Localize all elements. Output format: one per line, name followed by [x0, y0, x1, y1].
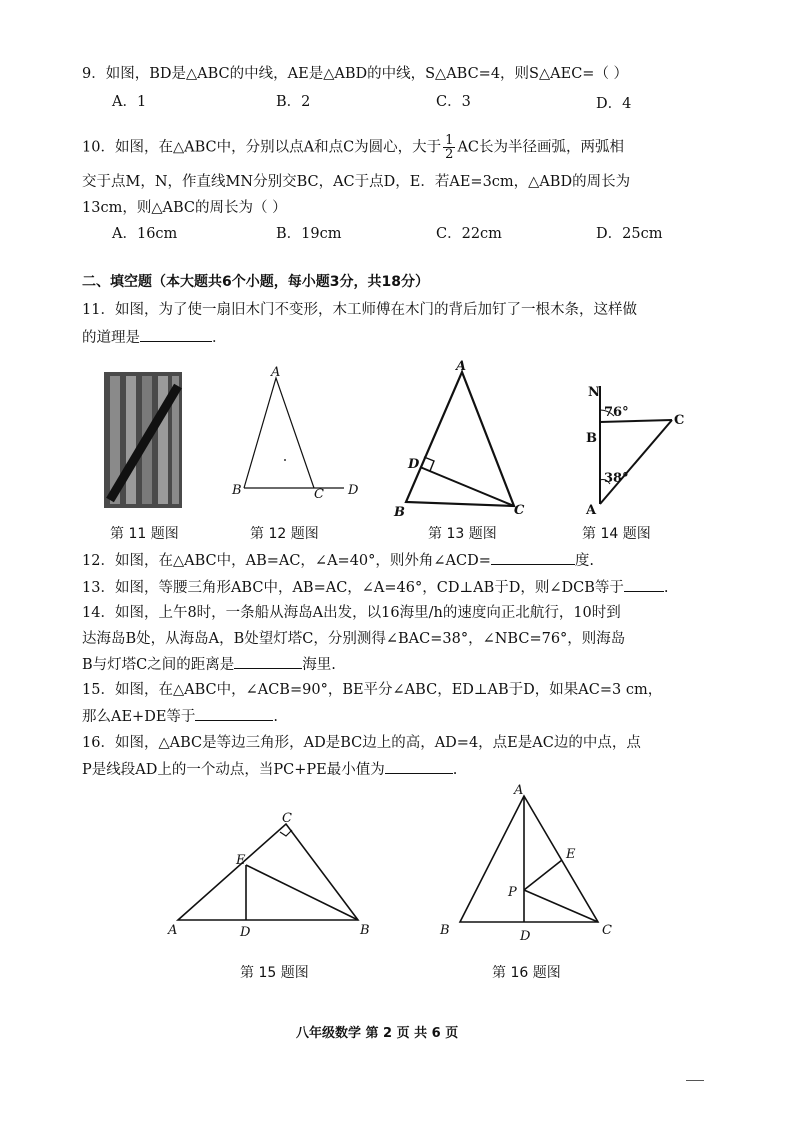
- q11-answer-blank[interactable]: [140, 327, 212, 342]
- label-b: B: [360, 923, 370, 938]
- q10-option-d: D．25cm: [596, 226, 663, 242]
- fraction-denominator: 2: [445, 147, 454, 162]
- label-d: D: [520, 929, 531, 944]
- segment-ac: [600, 420, 672, 504]
- q16-line2-text: P是线段AD上的一个动点，当PC+PE最小值为: [82, 762, 385, 778]
- triangle-abc: [460, 796, 598, 922]
- q15-line1: 15．如图，在△ABC中，∠ACB=90°，BE平分∠ABC，ED⊥AB于D，如果AC=3 cm，: [82, 682, 663, 698]
- door-plank: [158, 376, 168, 504]
- figure-15: [166, 812, 386, 942]
- label-d: D: [240, 925, 251, 940]
- q10-option-a: A．16cm: [112, 226, 178, 242]
- label-a: A: [168, 923, 178, 938]
- label-c: C: [674, 413, 685, 428]
- caption-fig16: 第 16 题图: [492, 965, 561, 981]
- segment-pe: [524, 860, 562, 890]
- label-d: D: [408, 457, 420, 472]
- label-c: C: [282, 811, 292, 826]
- q13: [82, 577, 669, 598]
- q12: [82, 550, 594, 571]
- angle-label-76: 76°: [604, 405, 629, 420]
- q12-text: 12．如图，在△ABC中，AB=AC，∠A=40°，则外角∠ACD=: [82, 553, 491, 569]
- label-c: C: [314, 487, 324, 502]
- label-p: P: [508, 885, 517, 900]
- label-a: A: [456, 359, 467, 374]
- q14-line3: [82, 654, 336, 675]
- q15-answer-blank[interactable]: [195, 706, 273, 721]
- q16-tail: .: [452, 762, 458, 778]
- corner-dash: [686, 1080, 704, 1081]
- label-b: B: [440, 923, 450, 938]
- segment-pc: [524, 890, 598, 922]
- q14-line3-text: B与灯塔C之间的距离是: [82, 657, 235, 673]
- q13-tail: .: [663, 580, 669, 596]
- q14-tail: 海里.: [302, 657, 336, 673]
- fraction-numerator: 1: [445, 133, 454, 148]
- q16-line2: [82, 759, 457, 780]
- section-title: 二、填空题（本大题共6个小题，每小题3分，共18分）: [82, 274, 429, 290]
- q10-line1: [82, 134, 624, 161]
- q9-stem: 9．如图，BD是△ABC的中线，AE是△ABD的中线，S△ABC=4，则S△AEC=（ ）: [82, 66, 629, 82]
- q15-line2-text: 那么AE+DE等于: [82, 709, 196, 725]
- figure-12: [228, 366, 368, 502]
- segment-bc: [600, 420, 672, 422]
- caption-fig14: 第 14 题图: [582, 526, 651, 542]
- label-n: N: [588, 385, 600, 400]
- page-footer: 八年级数学 第 2 页 共 6 页: [296, 1026, 459, 1041]
- label-b: B: [394, 505, 405, 520]
- triangle-abc: [406, 372, 514, 506]
- q9-option-d: D．4: [596, 96, 632, 112]
- label-c: C: [602, 923, 612, 938]
- q12-tail: 度.: [574, 553, 595, 569]
- q9-option-b: B．2: [276, 94, 311, 110]
- label-a: A: [514, 783, 524, 798]
- q11-line2: 的道理是 ．: [82, 327, 227, 348]
- speck: [284, 459, 286, 461]
- q12-answer-blank[interactable]: [491, 550, 575, 565]
- q10-line3: 13cm，则△ABC的周长为（ ）: [82, 200, 287, 216]
- q14-line2: 达海岛B处，从海岛A，B处望灯塔C，分别测得∠BAC=38°，∠NBC=76°，则海岛: [82, 631, 626, 647]
- q16-answer-blank[interactable]: [385, 759, 453, 774]
- q11-line1: 11．如图，为了使一扇旧木门不变形，木工师傅在木门的背后加钉了一根木条，这样做: [82, 302, 637, 318]
- angle-label-38: 38°: [604, 471, 629, 486]
- q13-answer-blank[interactable]: [624, 577, 664, 592]
- triangle-abc: [178, 824, 358, 920]
- figure-16: [436, 782, 626, 948]
- label-c: C: [514, 503, 525, 518]
- label-a: A: [586, 503, 597, 518]
- q9-option-a: A．1: [112, 94, 147, 110]
- label-b: B: [232, 483, 242, 498]
- q10-option-c: C．22cm: [436, 226, 502, 242]
- door-plank: [126, 376, 136, 504]
- q10-line1-b: AC长为半径画弧，两弧相: [457, 139, 625, 156]
- figure-14: [582, 380, 692, 516]
- fraction-one-half: [443, 134, 455, 161]
- altitude-cd: [420, 467, 514, 506]
- label-e: E: [566, 847, 576, 862]
- segment-eb: [246, 865, 358, 920]
- q10-option-b: B．19cm: [276, 226, 342, 242]
- q9-option-c: C．3: [436, 94, 471, 110]
- figure-13: [388, 356, 538, 522]
- triangle-abc: [244, 378, 314, 488]
- q13-text: 13．如图，等腰三角形ABC中，AB=AC，∠A=46°，CD⊥AB于D，则∠DCB等于: [82, 580, 624, 596]
- figure-11-door: [104, 372, 182, 508]
- q10-line1-a: 10．如图，在△ABC中，分别以点A和点C为圆心，大于: [82, 139, 442, 156]
- q16-line1: 16．如图，△ABC是等边三角形，AD是BC边上的高，AD=4，点E是AC边的中点，点: [82, 735, 641, 751]
- q11-line2-text: 的道理是: [82, 330, 140, 346]
- label-a: A: [271, 365, 281, 380]
- caption-fig11: 第 11 题图: [110, 526, 179, 542]
- label-d: D: [348, 483, 359, 498]
- q10-line2: 交于点M，N，作直线MN分别交BC，AC于点D，E．若AE=3cm，△ABD的周长为: [82, 174, 631, 190]
- q15-line2: [82, 706, 278, 727]
- label-e: E: [236, 853, 246, 868]
- q14-answer-blank[interactable]: [234, 654, 302, 669]
- label-b: B: [586, 431, 597, 446]
- caption-fig13: 第 13 题图: [428, 526, 497, 542]
- caption-fig12: 第 12 题图: [250, 526, 319, 542]
- caption-fig15: 第 15 题图: [240, 965, 309, 981]
- q15-tail: .: [273, 709, 279, 725]
- q14-line1: 14．如图，上午8时，一条船从海岛A出发，以16海里/h的速度向正北航行，10时到: [82, 605, 621, 621]
